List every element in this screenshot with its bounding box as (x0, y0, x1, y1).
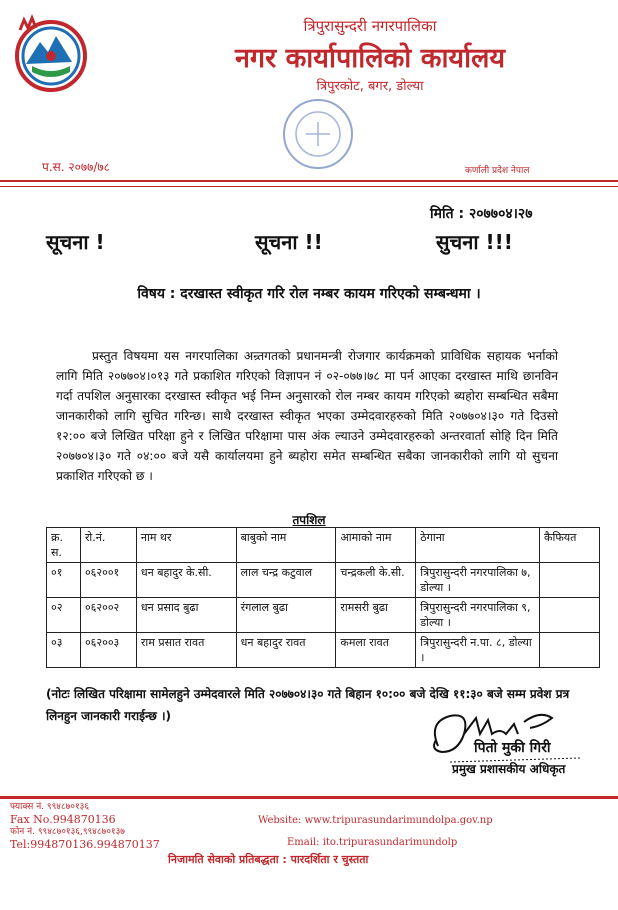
footer-email: Email: ito.tripurasundarimundolp (287, 837, 458, 848)
exam-note: (नोटः लिखित परिक्षामा सामेलहुने उम्मेदवारले मिति २०७७०४।३० गते बिहान १०:०० बजे देखि ११:३० बजे सम्म प्रवेश प्रत्र लिनहुन जानकारी गराईन्छ ।) (46, 687, 570, 723)
municipality-name: त्रिपुरासुन्दरी नगरपालिका (303, 17, 437, 35)
cell-address: त्रिपुरासुन्दरी नगरपालिका ९, डोल्या । (416, 598, 540, 633)
signatory-title: प्रमुख प्रशासकीय अधिकृत (452, 762, 566, 776)
table-row (47, 563, 600, 598)
footer-phone-nepali: फोन नं. ९९४८७०१३६,९९४८७०१३७ (10, 827, 125, 837)
cell-name: धन प्रसाद बुढा (136, 598, 236, 633)
cell-mother-name: चन्द्रकली के.सी. (336, 563, 416, 598)
notice-heading-center: सूचना !! (255, 230, 323, 254)
notice-heading-left: सूचना ! (46, 230, 105, 254)
cell-mother-name: रामसरी बुढा (336, 598, 416, 633)
cell-name: धन बहादुर के.सी. (136, 563, 236, 598)
office-address: त्रिपुरकोट, बगर, डोल्या (316, 79, 424, 94)
footer-divider (0, 796, 618, 799)
notice-subject: विषय : दरखास्त स्वीकृत गरि रोल नम्बर कायम गरिएको सम्बन्धमा । (137, 286, 481, 302)
cell-roll-number: ०६२००३ (80, 633, 136, 668)
footer-fax: Fax No.994870136 (10, 813, 116, 826)
cell-serial: ०१ (47, 563, 81, 598)
table-row (47, 633, 600, 668)
footer-website: Website: www.tripurasundarimundolpa.gov.np (258, 815, 493, 826)
col-roll-number: रो.नं. (80, 528, 136, 563)
cell-roll-number: ०६२००१ (80, 563, 136, 598)
footer-slogan: निजामति सेवाको प्रतिबद्धता : पारदर्शिता र चुस्तता (168, 853, 369, 866)
province-name: कर्णाली प्रदेश नेपाल (465, 166, 530, 176)
table-header-row (47, 528, 600, 563)
col-name: नाम थर (136, 528, 236, 563)
cell-remarks (540, 563, 600, 598)
signatory-name: पितो मुकी गिरी (474, 740, 551, 756)
header-divider (0, 180, 618, 182)
col-serial: क्र. स. (47, 528, 81, 563)
col-mother-name: आमाको नाम (336, 528, 416, 563)
office-title: नगर कार्यापालिको कार्यालय (234, 43, 506, 74)
office-stamp-seal (278, 94, 358, 174)
footer-fax-nepali: फ्याक्स नं. ९९४८७०१३६ (10, 802, 90, 812)
col-address: ठेगाना (416, 528, 540, 563)
cell-remarks (540, 598, 600, 633)
cell-father-name: रंगलाल बुढा (236, 598, 336, 633)
cell-name: राम प्रसात रावत (136, 633, 236, 668)
header-divider-thin (0, 186, 618, 187)
notice-date: मिति : २०७७०४।२७ (430, 206, 533, 222)
cell-serial: ०३ (47, 633, 81, 668)
cell-mother-name: कमला रावत (336, 633, 416, 668)
candidate-table (46, 527, 600, 668)
cell-roll-number: ०६२००२ (80, 598, 136, 633)
cell-remarks (540, 633, 600, 668)
cell-father-name: धन बहादुर रावत (236, 633, 336, 668)
cell-address: त्रिपुरासुन्दरी नगरपालिका ७, डोल्या । (416, 563, 540, 598)
municipality-emblem-logo (10, 12, 92, 94)
footer-tel: Tel:994870136.994870137 (10, 838, 160, 851)
notice-heading-right: सुचना !!! (436, 230, 513, 254)
reference-number: प.स. २०७७/७८ (42, 160, 110, 174)
cell-serial: ०२ (47, 598, 81, 633)
table-caption: तपशिल (292, 513, 326, 527)
notice-body: प्रस्तुत विषयमा यस नगरपालिका अन्र्तगतको प्रधानमन्त्री रोजगार कार्यक्रमको प्राविधिक सहायक भर्नाको लागि मिति २०७७०४।०१३ गते प्रकाशित गरिएको विज्ञापन नं ०२-०७७।७८ मा पर्न आएका दरखास्त माथि छानविन गर्दा तपशिल अनुसारका दरखास्त स्वीकृत भई निम्न अनुसारको रोल नम्बर कायम गरिएको ब्यहोरा सम्बन्धित सबैमा जानकारीको लागि सुचित गरिन्छ। साथै दरखास्त स्वीकृत भएका उम्मेदवारहरुको मिति २०७७०४।३० गते दिउसो १२:०० बजे लिखित परिक्षा हुने र लिखित परिक्षामा पास अंक ल्याउने उम्मेदवारहरुको अन्तरवार्ता सोहि दिन मिति २०७७०४।३० गते ०४:०० बजे यसै कार्यालयमा हुने ब्यहोरा समेत सम्बन्धित सबैका जानकारीको लागि यो सुचना प्रकाशित गरिएको छ । (56, 349, 558, 483)
col-remarks: कैफियत (540, 528, 600, 563)
table-row (47, 598, 600, 633)
footer-contact (10, 802, 160, 852)
cell-address: त्रिपुरासुन्दरी न.पा. ८, डोल्या । (416, 633, 540, 668)
cell-father-name: लाल चन्द्र कटुवाल (236, 563, 336, 598)
col-father-name: बाबुको नाम (236, 528, 336, 563)
